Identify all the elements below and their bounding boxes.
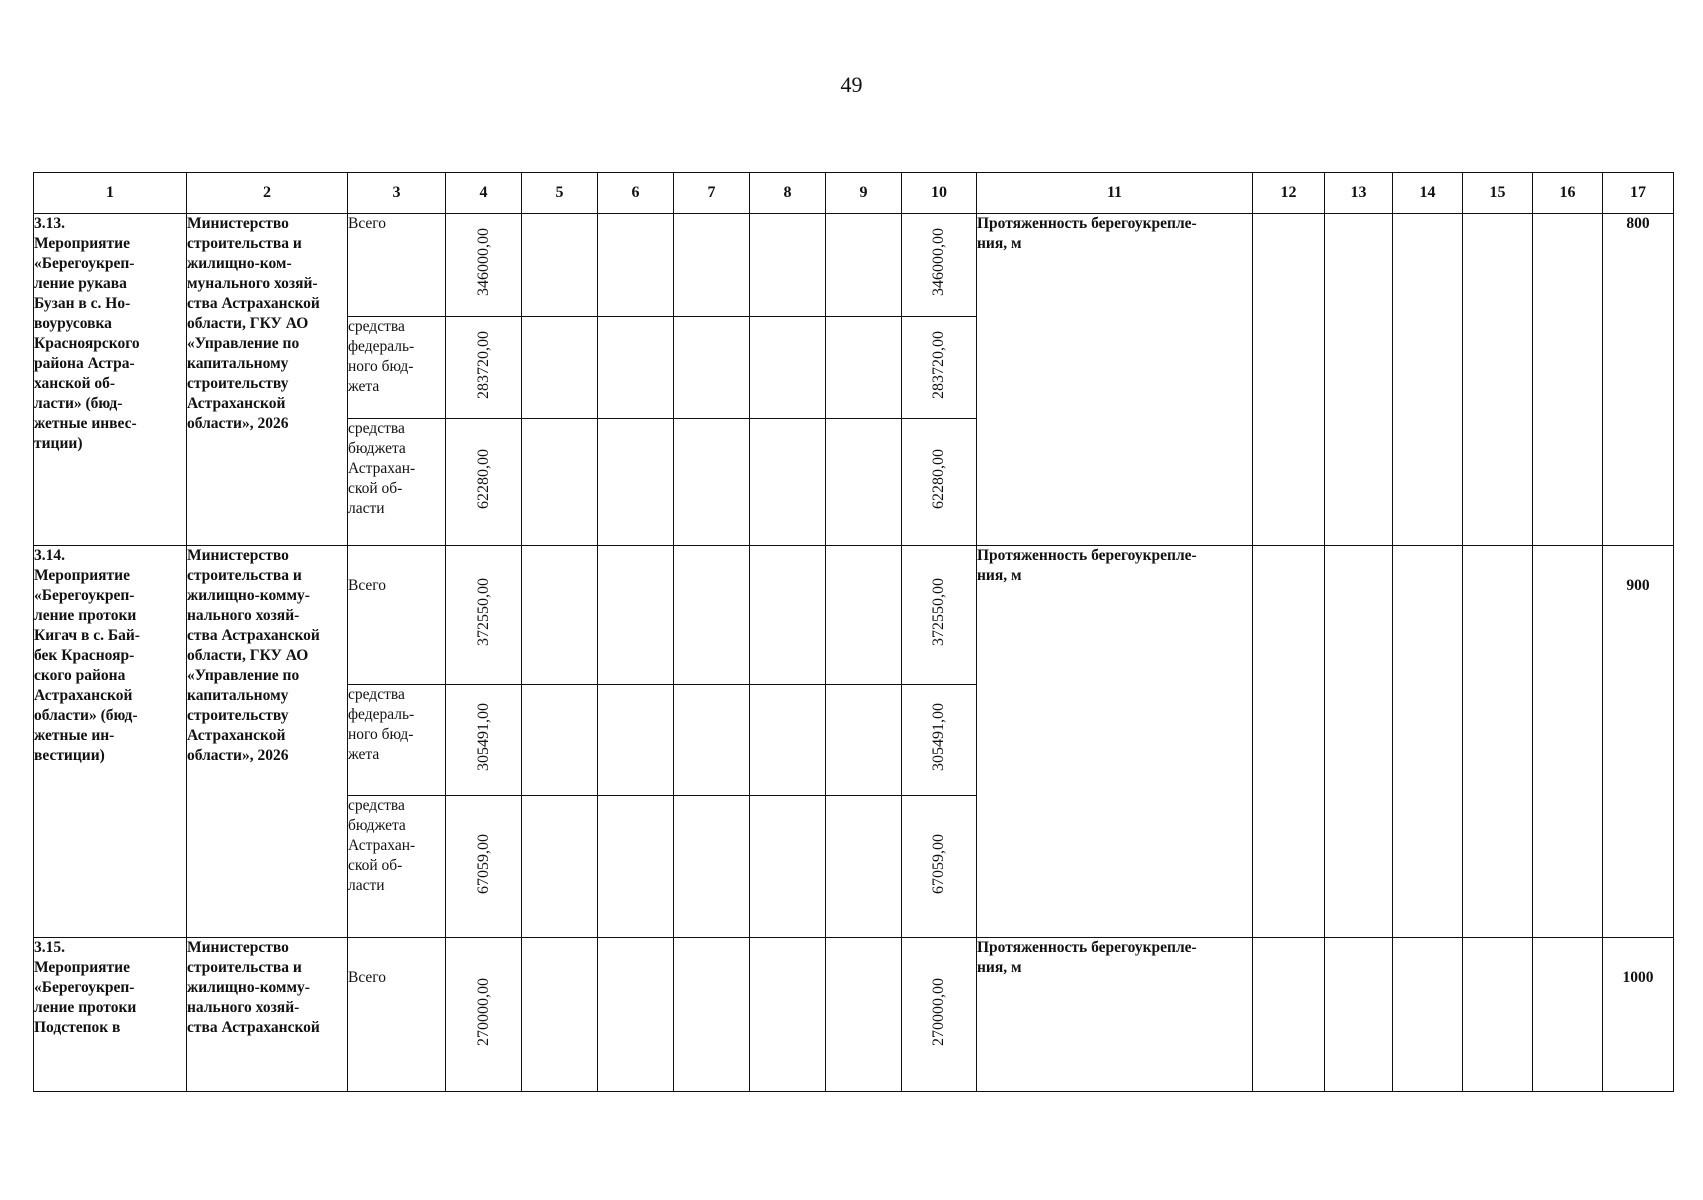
executor-cell: Министерство строительства и жилищно-комму- нального хозяй- ства Астраханской (187, 938, 348, 1092)
amount-value: 62280,00 (930, 449, 947, 509)
amount-value: 67059,00 (930, 833, 947, 894)
empty-cell (674, 796, 750, 938)
empty-cell (674, 317, 750, 419)
empty-cell (598, 214, 674, 317)
empty-cell (1325, 938, 1393, 1092)
indicator-cell: Протяженность берегоукрепле- ния, м (977, 214, 1253, 546)
empty-cell (750, 938, 826, 1092)
col-header: 7 (674, 173, 750, 214)
source-cell: средства бюджета Астрахан- ской об- ласти (348, 419, 446, 546)
col-header: 4 (446, 173, 522, 214)
col-header: 8 (750, 173, 826, 214)
empty-cell (1253, 214, 1325, 546)
col-header: 16 (1533, 173, 1603, 214)
amount-cell (902, 685, 977, 796)
empty-cell (826, 796, 902, 938)
col-header: 11 (977, 173, 1253, 214)
measure-cell: 3.14. Мероприятие «Берегоукреп- ление протоки Кигач в с. Бай- бек Краснояр- ского района Астраханской области» (бюд- жетные ин- вестиции) (34, 546, 187, 938)
empty-cell (826, 317, 902, 419)
empty-cell (750, 546, 826, 685)
header-row (34, 173, 1674, 214)
col-header: 3 (348, 173, 446, 214)
empty-cell (598, 317, 674, 419)
empty-cell (522, 685, 598, 796)
amount-value: 283720,00 (930, 330, 947, 399)
empty-cell (1533, 938, 1603, 1092)
col-header: 9 (826, 173, 902, 214)
empty-cell (1253, 938, 1325, 1092)
empty-cell (598, 419, 674, 546)
amount-cell (446, 685, 522, 796)
page-number: 49 (840, 72, 863, 97)
amount-value: 372550,00 (930, 578, 947, 646)
col-header: 15 (1463, 173, 1533, 214)
empty-cell (1463, 938, 1533, 1092)
empty-cell (522, 546, 598, 685)
empty-cell (826, 685, 902, 796)
empty-cell (750, 419, 826, 546)
empty-cell (750, 214, 826, 317)
empty-cell (522, 214, 598, 317)
empty-cell (826, 419, 902, 546)
indicator-cell: Протяженность берегоукрепле- ния, м (977, 938, 1253, 1092)
measure-cell: 3.15. Мероприятие «Берегоукреп- ление протоки Подстепок в (34, 938, 187, 1092)
empty-cell (598, 796, 674, 938)
empty-cell (522, 317, 598, 419)
empty-cell (1393, 546, 1463, 938)
source-cell: средства федераль- ного бюд- жета (348, 685, 446, 796)
amount-value: 67059,00 (474, 833, 492, 894)
empty-cell (1463, 546, 1533, 938)
empty-cell (826, 938, 902, 1092)
source-cell: Всего (348, 214, 446, 317)
empty-cell (674, 214, 750, 317)
amount-value: 305491,00 (930, 703, 947, 771)
col-header: 6 (598, 173, 674, 214)
col-header: 10 (902, 173, 977, 214)
empty-cell (1533, 546, 1603, 938)
program-table (33, 172, 1674, 1092)
empty-cell (674, 938, 750, 1092)
target-value-cell: 1000 (1603, 938, 1674, 1092)
executor-cell: Министерство строительства и жилищно-ком- мунального хозяй- ства Астраханской области, ГКУ АО «Управление по капитальному строительству Астраханской области», 2026 (187, 214, 348, 546)
empty-cell (674, 419, 750, 546)
amount-cell (446, 214, 522, 317)
amount-value: 270000,00 (930, 977, 947, 1046)
table-row (34, 938, 1674, 1092)
empty-cell (826, 214, 902, 317)
empty-cell (750, 685, 826, 796)
source-cell: средства бюджета Астрахан- ской об- ласти (348, 796, 446, 938)
target-value-cell: 900 (1603, 546, 1674, 938)
col-header: 2 (187, 173, 348, 214)
amount-value: 346000,00 (474, 228, 492, 296)
amount-cell (902, 796, 977, 938)
table-row (34, 214, 1674, 317)
target-value-cell: 800 (1603, 214, 1674, 546)
empty-cell (1325, 546, 1393, 938)
empty-cell (522, 938, 598, 1092)
col-header: 13 (1325, 173, 1393, 214)
empty-cell (1393, 938, 1463, 1092)
col-header: 5 (522, 173, 598, 214)
empty-cell (598, 546, 674, 685)
empty-cell (1253, 546, 1325, 938)
empty-cell (826, 546, 902, 685)
amount-value: 346000,00 (930, 228, 947, 296)
measure-cell: 3.13. Мероприятие «Берегоукреп- ление рукава Бузан в с. Но- воурусовка Красноярского района Астра- ханской об- ласти» (бюд- жетные инвес- тиции) (34, 214, 187, 546)
amount-cell (446, 796, 522, 938)
amount-value: 62280,00 (474, 449, 492, 509)
amount-cell (446, 317, 522, 419)
amount-cell (446, 546, 522, 685)
col-header: 1 (34, 173, 187, 214)
empty-cell (1325, 214, 1393, 546)
col-header: 12 (1253, 173, 1325, 214)
source-cell: средства федераль- ного бюд- жета (348, 317, 446, 419)
col-header: 14 (1393, 173, 1463, 214)
empty-cell (522, 419, 598, 546)
amount-value: 372550,00 (474, 578, 492, 646)
amount-value: 283720,00 (474, 330, 492, 399)
amount-cell (902, 419, 977, 546)
table-row (34, 546, 1674, 685)
col-header: 17 (1603, 173, 1674, 214)
source-cell: Всего (348, 938, 446, 1092)
amount-cell (902, 546, 977, 685)
amount-value: 270000,00 (474, 977, 492, 1046)
empty-cell (674, 546, 750, 685)
amount-cell (446, 938, 522, 1092)
empty-cell (1463, 214, 1533, 546)
empty-cell (674, 685, 750, 796)
source-cell: Всего (348, 546, 446, 685)
amount-value: 305491,00 (474, 703, 492, 771)
empty-cell (750, 317, 826, 419)
empty-cell (1393, 214, 1463, 546)
executor-cell: Министерство строительства и жилищно-комму- нального хозяй- ства Астраханской области, ГКУ АО «Управление по капитальному строительству Астраханской области», 2026 (187, 546, 348, 938)
amount-cell (902, 938, 977, 1092)
empty-cell (522, 796, 598, 938)
empty-cell (598, 685, 674, 796)
empty-cell (750, 796, 826, 938)
amount-cell (446, 419, 522, 546)
indicator-cell: Протяженность берегоукрепле- ния, м (977, 546, 1253, 938)
amount-cell (902, 317, 977, 419)
empty-cell (598, 938, 674, 1092)
amount-cell (902, 214, 977, 317)
empty-cell (1533, 214, 1603, 546)
